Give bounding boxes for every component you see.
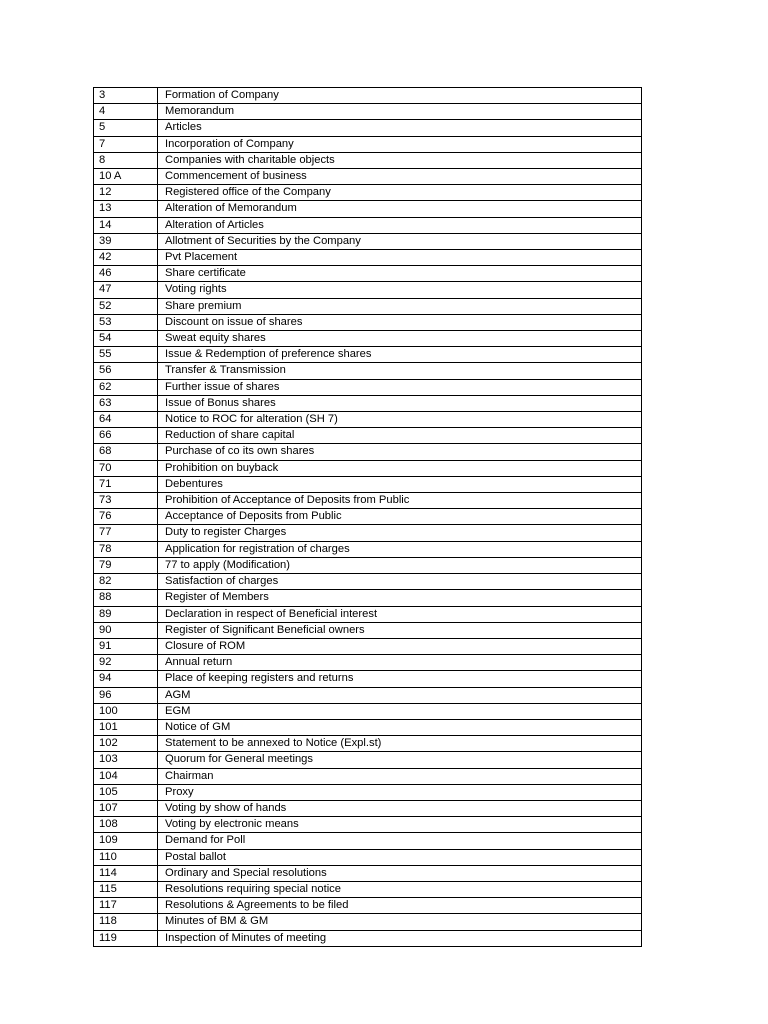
section-number-cell: 82 xyxy=(94,574,158,590)
section-title-cell: 77 to apply (Modification) xyxy=(158,557,642,573)
table-row xyxy=(94,412,642,428)
section-title-cell: Minutes of BM & GM xyxy=(158,914,642,930)
section-title-cell: Inspection of Minutes of meeting xyxy=(158,930,642,946)
section-title-cell: Postal ballot xyxy=(158,849,642,865)
section-title-cell: Voting rights xyxy=(158,282,642,298)
table-row xyxy=(94,784,642,800)
section-title-cell: Formation of Company xyxy=(158,88,642,104)
section-title-cell: Pvt Placement xyxy=(158,250,642,266)
section-title-cell: Resolutions requiring special notice xyxy=(158,881,642,897)
section-title-cell: Satisfaction of charges xyxy=(158,574,642,590)
section-number-cell: 66 xyxy=(94,428,158,444)
section-number-cell: 62 xyxy=(94,379,158,395)
table-row xyxy=(94,169,642,185)
section-title-cell: AGM xyxy=(158,687,642,703)
table-row xyxy=(94,541,642,557)
table-row xyxy=(94,201,642,217)
section-number-cell: 102 xyxy=(94,736,158,752)
section-number-cell: 64 xyxy=(94,412,158,428)
table-row xyxy=(94,331,642,347)
section-title-cell: Debentures xyxy=(158,476,642,492)
table-row xyxy=(94,719,642,735)
section-title-cell: Memorandum xyxy=(158,104,642,120)
table-row xyxy=(94,298,642,314)
section-number-cell: 89 xyxy=(94,606,158,622)
section-number-cell: 53 xyxy=(94,314,158,330)
section-number-cell: 63 xyxy=(94,395,158,411)
table-row xyxy=(94,930,642,946)
table-row xyxy=(94,865,642,881)
section-number-cell: 3 xyxy=(94,88,158,104)
section-title-cell: Annual return xyxy=(158,655,642,671)
table-row xyxy=(94,768,642,784)
section-title-cell: Alteration of Articles xyxy=(158,217,642,233)
section-title-cell: Companies with charitable objects xyxy=(158,152,642,168)
section-number-cell: 8 xyxy=(94,152,158,168)
section-number-cell: 55 xyxy=(94,347,158,363)
table-row xyxy=(94,881,642,897)
table-row xyxy=(94,509,642,525)
section-number-cell: 54 xyxy=(94,331,158,347)
section-title-cell: Purchase of co its own shares xyxy=(158,444,642,460)
section-number-cell: 10 A xyxy=(94,169,158,185)
section-number-cell: 109 xyxy=(94,833,158,849)
table-row xyxy=(94,914,642,930)
section-title-cell: Demand for Poll xyxy=(158,833,642,849)
table-row xyxy=(94,655,642,671)
section-title-cell: Acceptance of Deposits from Public xyxy=(158,509,642,525)
section-number-cell: 103 xyxy=(94,752,158,768)
section-title-cell: Commencement of business xyxy=(158,169,642,185)
section-number-cell: 71 xyxy=(94,476,158,492)
section-number-cell: 108 xyxy=(94,817,158,833)
table-row xyxy=(94,703,642,719)
section-title-cell: Registered office of the Company xyxy=(158,185,642,201)
table-row xyxy=(94,428,642,444)
table-row xyxy=(94,525,642,541)
table-row xyxy=(94,574,642,590)
table-row xyxy=(94,898,642,914)
section-title-cell: Notice of GM xyxy=(158,719,642,735)
table-row xyxy=(94,752,642,768)
table-row xyxy=(94,476,642,492)
section-title-cell: Voting by show of hands xyxy=(158,800,642,816)
section-title-cell: Quorum for General meetings xyxy=(158,752,642,768)
section-number-cell: 5 xyxy=(94,120,158,136)
section-title-cell: Register of Members xyxy=(158,590,642,606)
section-number-cell: 104 xyxy=(94,768,158,784)
section-title-cell: Share premium xyxy=(158,298,642,314)
table-row xyxy=(94,104,642,120)
section-number-cell: 117 xyxy=(94,898,158,914)
table-row xyxy=(94,233,642,249)
table-row xyxy=(94,622,642,638)
section-title-cell: Incorporation of Company xyxy=(158,136,642,152)
section-title-cell: Ordinary and Special resolutions xyxy=(158,865,642,881)
section-title-cell: Alteration of Memorandum xyxy=(158,201,642,217)
section-number-cell: 39 xyxy=(94,233,158,249)
section-number-cell: 92 xyxy=(94,655,158,671)
section-title-cell: Prohibition of Acceptance of Deposits from Public xyxy=(158,493,642,509)
section-number-cell: 110 xyxy=(94,849,158,865)
section-number-cell: 70 xyxy=(94,460,158,476)
section-title-cell: Transfer & Transmission xyxy=(158,363,642,379)
table-row xyxy=(94,314,642,330)
section-number-cell: 73 xyxy=(94,493,158,509)
section-number-cell: 91 xyxy=(94,638,158,654)
table-row xyxy=(94,557,642,573)
section-title-cell: Allotment of Securities by the Company xyxy=(158,233,642,249)
section-title-cell: Issue & Redemption of preference shares xyxy=(158,347,642,363)
section-title-cell: Application for registration of charges xyxy=(158,541,642,557)
section-title-cell: Reduction of share capital xyxy=(158,428,642,444)
table-row xyxy=(94,282,642,298)
table-row xyxy=(94,638,642,654)
section-title-cell: EGM xyxy=(158,703,642,719)
section-number-cell: 114 xyxy=(94,865,158,881)
table-row xyxy=(94,217,642,233)
section-number-cell: 7 xyxy=(94,136,158,152)
section-number-cell: 76 xyxy=(94,509,158,525)
table-row xyxy=(94,136,642,152)
section-number-cell: 42 xyxy=(94,250,158,266)
section-number-cell: 46 xyxy=(94,266,158,282)
table-row xyxy=(94,379,642,395)
section-title-cell: Issue of Bonus shares xyxy=(158,395,642,411)
section-title-cell: Notice to ROC for alteration (SH 7) xyxy=(158,412,642,428)
section-number-cell: 13 xyxy=(94,201,158,217)
section-number-cell: 119 xyxy=(94,930,158,946)
section-number-cell: 14 xyxy=(94,217,158,233)
section-title-cell: Share certificate xyxy=(158,266,642,282)
table-row xyxy=(94,347,642,363)
table-row xyxy=(94,590,642,606)
section-title-cell: Declaration in respect of Beneficial interest xyxy=(158,606,642,622)
table-row xyxy=(94,152,642,168)
table-row xyxy=(94,817,642,833)
section-title-cell: Chairman xyxy=(158,768,642,784)
section-number-cell: 105 xyxy=(94,784,158,800)
section-number-cell: 96 xyxy=(94,687,158,703)
table-row xyxy=(94,363,642,379)
section-number-cell: 56 xyxy=(94,363,158,379)
table-row xyxy=(94,444,642,460)
section-number-cell: 52 xyxy=(94,298,158,314)
table-row xyxy=(94,849,642,865)
section-title-cell: Further issue of shares xyxy=(158,379,642,395)
section-title-cell: Discount on issue of shares xyxy=(158,314,642,330)
section-title-cell: Statement to be annexed to Notice (Expl.st) xyxy=(158,736,642,752)
section-number-cell: 47 xyxy=(94,282,158,298)
section-title-cell: Sweat equity shares xyxy=(158,331,642,347)
section-title-cell: Register of Significant Beneficial owners xyxy=(158,622,642,638)
table-row xyxy=(94,800,642,816)
section-number-cell: 77 xyxy=(94,525,158,541)
table-row xyxy=(94,395,642,411)
section-number-cell: 88 xyxy=(94,590,158,606)
section-number-cell: 78 xyxy=(94,541,158,557)
section-number-cell: 68 xyxy=(94,444,158,460)
section-title-cell: Proxy xyxy=(158,784,642,800)
table-row xyxy=(94,671,642,687)
table-row xyxy=(94,88,642,104)
table-row xyxy=(94,250,642,266)
section-title-cell: Duty to register Charges xyxy=(158,525,642,541)
section-number-cell: 94 xyxy=(94,671,158,687)
table-row xyxy=(94,687,642,703)
section-number-cell: 4 xyxy=(94,104,158,120)
section-title-cell: Place of keeping registers and returns xyxy=(158,671,642,687)
section-number-cell: 79 xyxy=(94,557,158,573)
table-row xyxy=(94,606,642,622)
sections-table xyxy=(93,87,642,947)
section-number-cell: 100 xyxy=(94,703,158,719)
table-row xyxy=(94,460,642,476)
section-number-cell: 107 xyxy=(94,800,158,816)
sections-table-body xyxy=(94,88,642,947)
section-number-cell: 101 xyxy=(94,719,158,735)
table-row xyxy=(94,833,642,849)
section-title-cell: Articles xyxy=(158,120,642,136)
section-title-cell: Resolutions & Agreements to be filed xyxy=(158,898,642,914)
section-title-cell: Prohibition on buyback xyxy=(158,460,642,476)
section-number-cell: 118 xyxy=(94,914,158,930)
section-title-cell: Voting by electronic means xyxy=(158,817,642,833)
section-number-cell: 115 xyxy=(94,881,158,897)
section-title-cell: Closure of ROM xyxy=(158,638,642,654)
section-number-cell: 90 xyxy=(94,622,158,638)
table-row xyxy=(94,266,642,282)
table-row xyxy=(94,736,642,752)
section-number-cell: 12 xyxy=(94,185,158,201)
table-row xyxy=(94,120,642,136)
table-row xyxy=(94,493,642,509)
table-row xyxy=(94,185,642,201)
